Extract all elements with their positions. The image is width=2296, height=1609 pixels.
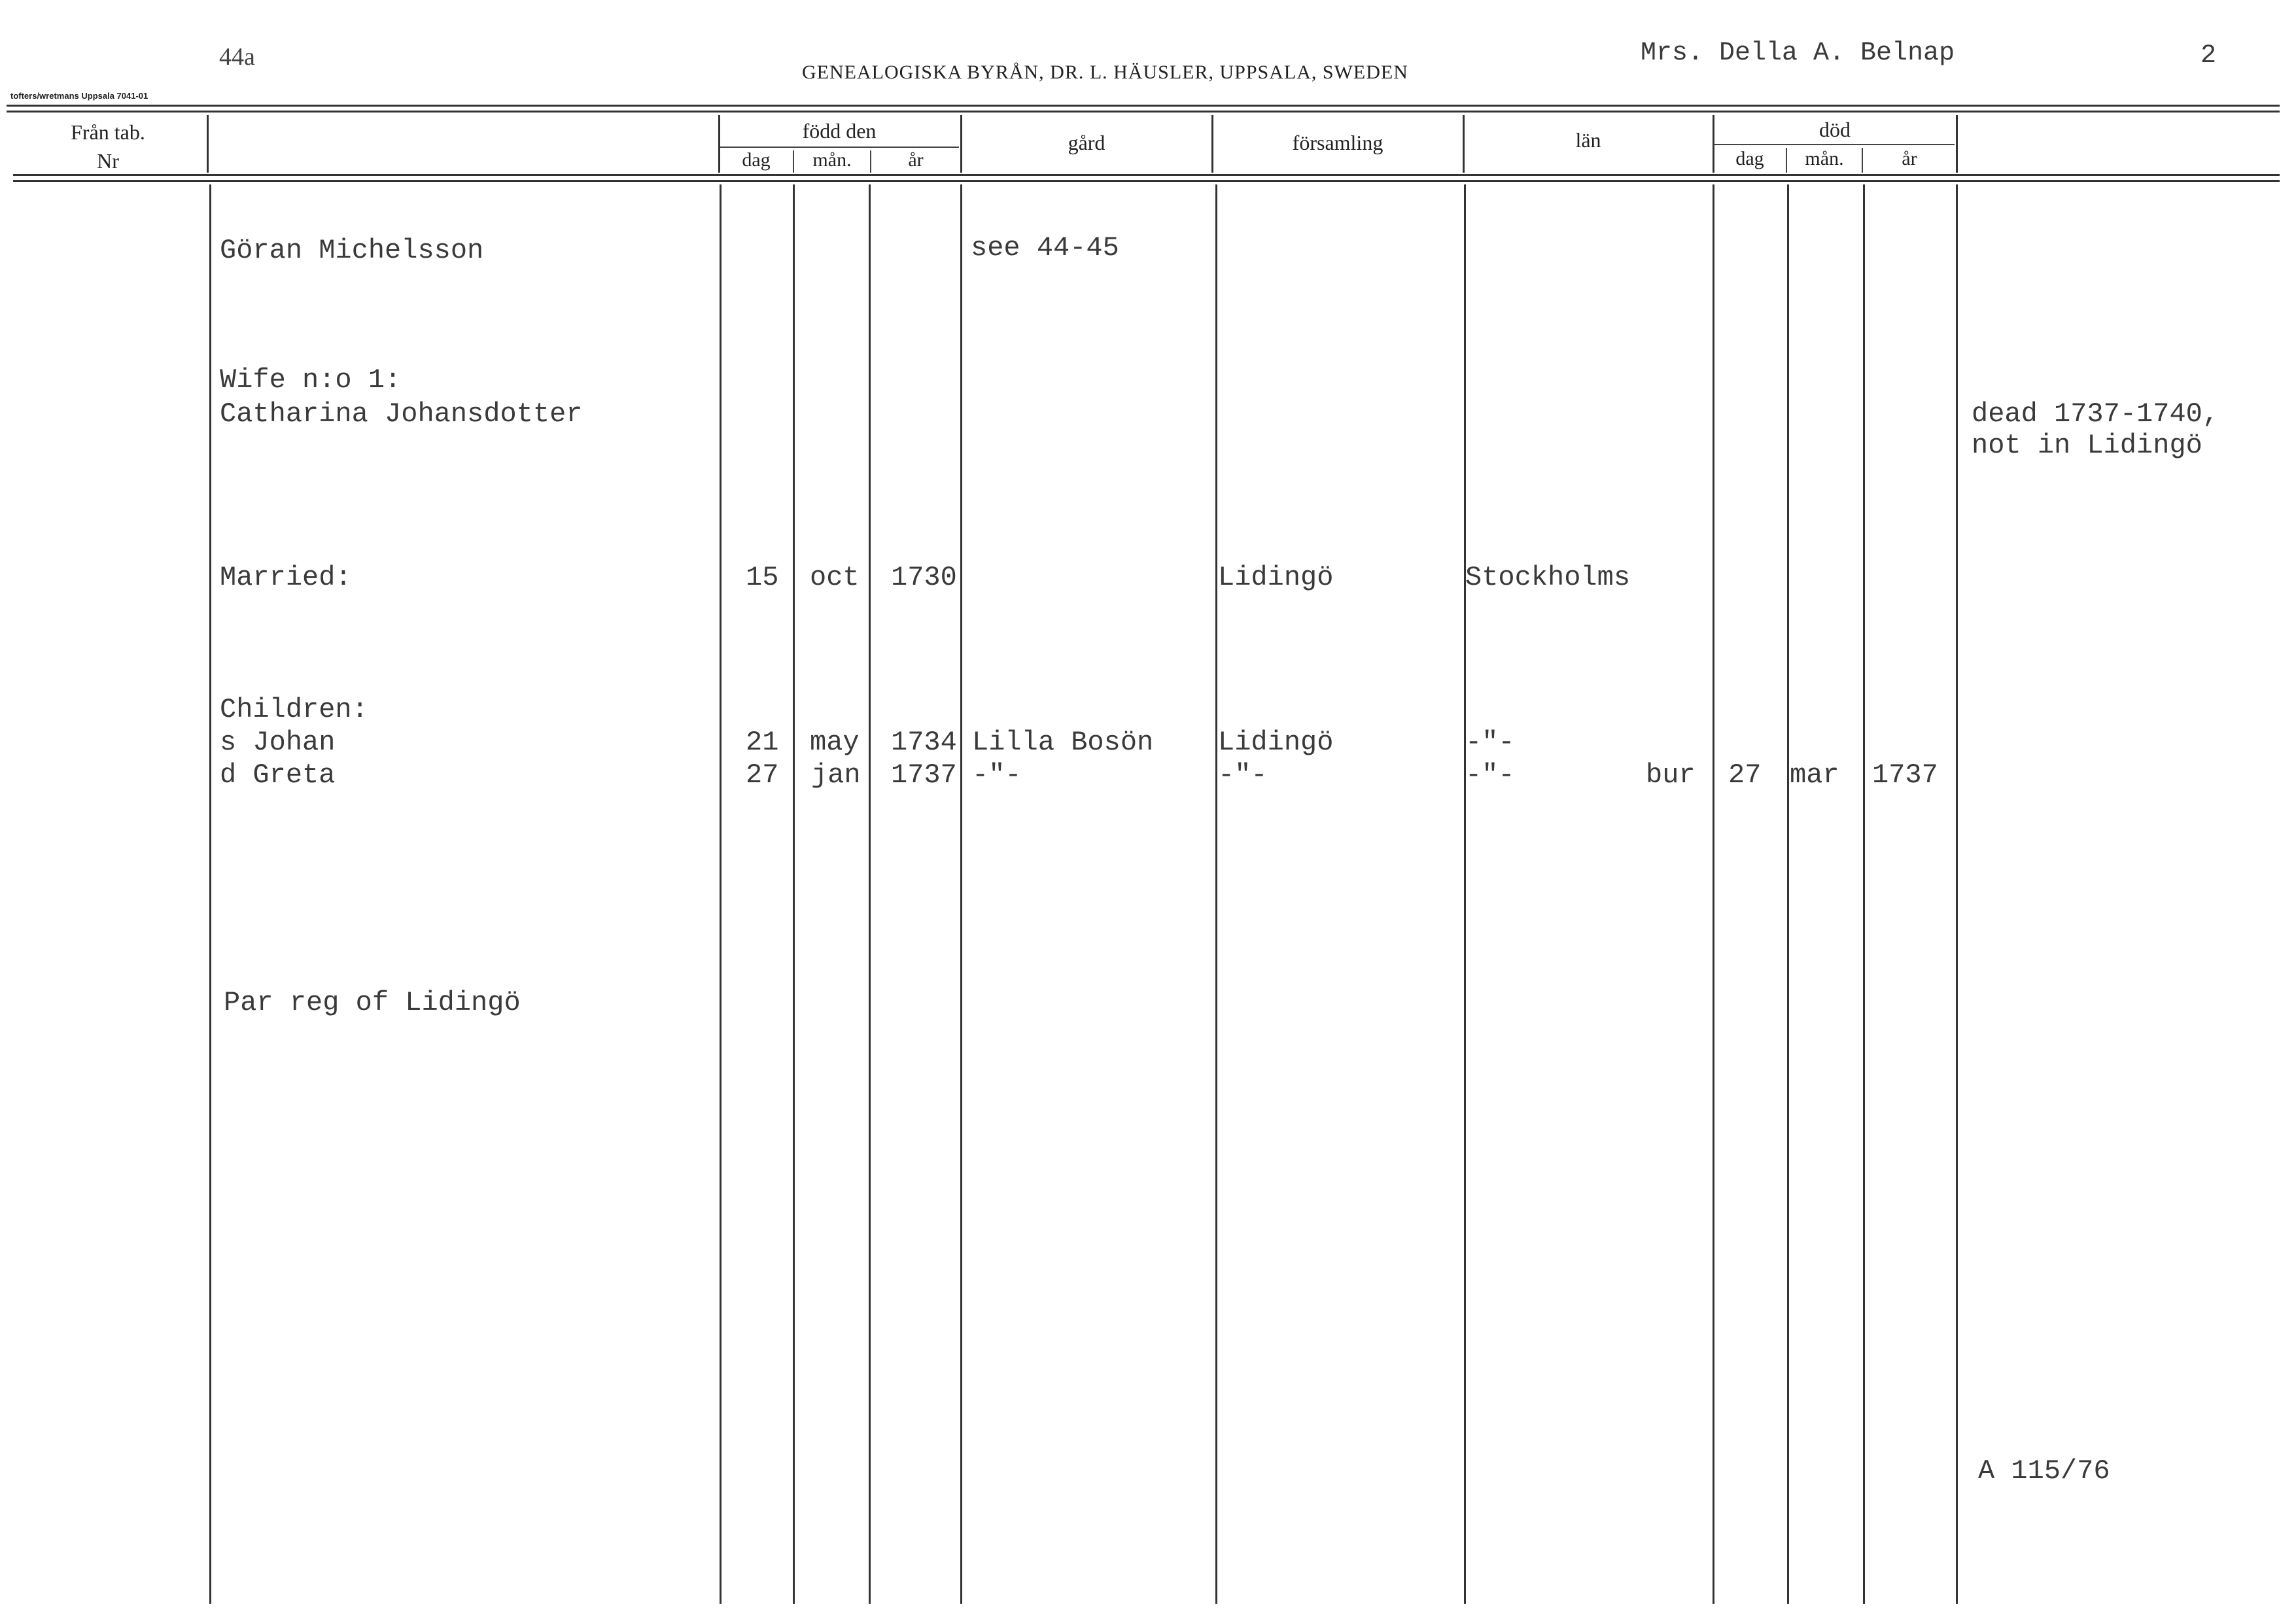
child-county: -"-: [1465, 759, 1515, 791]
died-day-heading: dag: [1735, 148, 1764, 169]
column-header-rule-1: [13, 174, 2280, 176]
header-rule-2: [7, 111, 2280, 112]
born-day-heading: dag: [742, 149, 771, 171]
child-birth-month: jan: [811, 759, 861, 791]
page-number: 2: [2200, 41, 2217, 71]
married-county: Stockholms: [1465, 562, 1631, 593]
child-birth-day: 21: [746, 727, 779, 758]
person-farm-reference: see 44-45: [971, 232, 1119, 264]
body-col-divider: [869, 184, 871, 1604]
born-month-heading: mån.: [812, 149, 852, 171]
body-col-divider: [1863, 184, 1865, 1604]
child-county: -"-: [1465, 727, 1515, 758]
child-parish: Lidingö: [1218, 727, 1334, 758]
born-heading: född den: [802, 119, 877, 143]
married-day: 15: [746, 562, 779, 593]
child-birth-month: may: [810, 727, 860, 758]
died-year-heading: år: [1902, 148, 1917, 169]
child-farm: -"-: [972, 759, 1022, 791]
parish-heading: församling: [1292, 131, 1383, 154]
wife-death-note-line2: not in Lidingö: [1972, 430, 2202, 461]
wife-death-note-line1: dead 1737-1740,: [1972, 398, 2219, 430]
body-col-divider: [793, 184, 795, 1604]
child-farm: Lilla Bosön: [972, 727, 1154, 758]
farm-heading: gård: [1068, 131, 1105, 154]
married-month: oct: [810, 562, 860, 593]
county-heading: län: [1575, 128, 1601, 152]
child-name: s Johan: [220, 727, 336, 758]
born-year-heading: år: [908, 149, 924, 171]
child-burial-note: bur: [1646, 759, 1696, 791]
child-death-year: 1737: [1872, 759, 1938, 791]
col-divider: [207, 115, 209, 173]
died-month-heading: mån.: [1805, 148, 1844, 169]
body-col-divider: [960, 184, 962, 1604]
bureau-title: GENEALOGISKA BYRÅN, DR. L. HÄUSLER, UPPSALA, SWEDEN: [802, 61, 1408, 83]
children-label: Children:: [220, 694, 368, 725]
printer-imprint: tofters/wretmans Uppsala 7041-01: [10, 91, 148, 101]
wife-label: Wife n:o 1:: [220, 364, 402, 396]
col-divider: [1956, 115, 1958, 173]
child-name: d Greta: [220, 759, 336, 791]
died-heading: död: [1819, 118, 1851, 141]
body-col-divider: [1713, 184, 1714, 1604]
person-name: Göran Michelsson: [220, 235, 484, 266]
wife-name: Catharina Johansdotter: [220, 398, 583, 430]
born-group-underline: [718, 147, 959, 148]
archive-reference: A 115/76: [1978, 1455, 2110, 1487]
body-col-divider: [1215, 184, 1217, 1604]
child-death-day: 27: [1728, 759, 1762, 791]
number-heading: Nr: [97, 149, 119, 173]
body-col-divider: [209, 184, 211, 1604]
body-col-divider: [1956, 184, 1958, 1604]
child-death-month: mar: [1790, 759, 1839, 791]
column-header-rule-2: [13, 180, 2280, 182]
body-col-divider: [1787, 184, 1789, 1604]
married-year: 1730: [891, 562, 957, 593]
client-name: Mrs. Della A. Belnap: [1641, 39, 1955, 68]
from-table-heading: Från tab.: [71, 120, 145, 144]
body-col-divider: [720, 184, 722, 1604]
child-birth-year: 1734: [891, 727, 957, 758]
child-birth-year: 1737: [891, 759, 957, 791]
top-reference-number: 44a: [219, 43, 255, 71]
married-label: Married:: [220, 562, 352, 593]
body-col-divider: [1464, 184, 1466, 1604]
source-reference: Par reg of Lidingö: [224, 987, 521, 1018]
header-rule-1: [7, 105, 2280, 107]
married-parish: Lidingö: [1218, 562, 1334, 593]
child-birth-day: 27: [746, 759, 779, 791]
died-group-underline: [1713, 144, 1955, 145]
child-parish: -"-: [1218, 759, 1268, 791]
